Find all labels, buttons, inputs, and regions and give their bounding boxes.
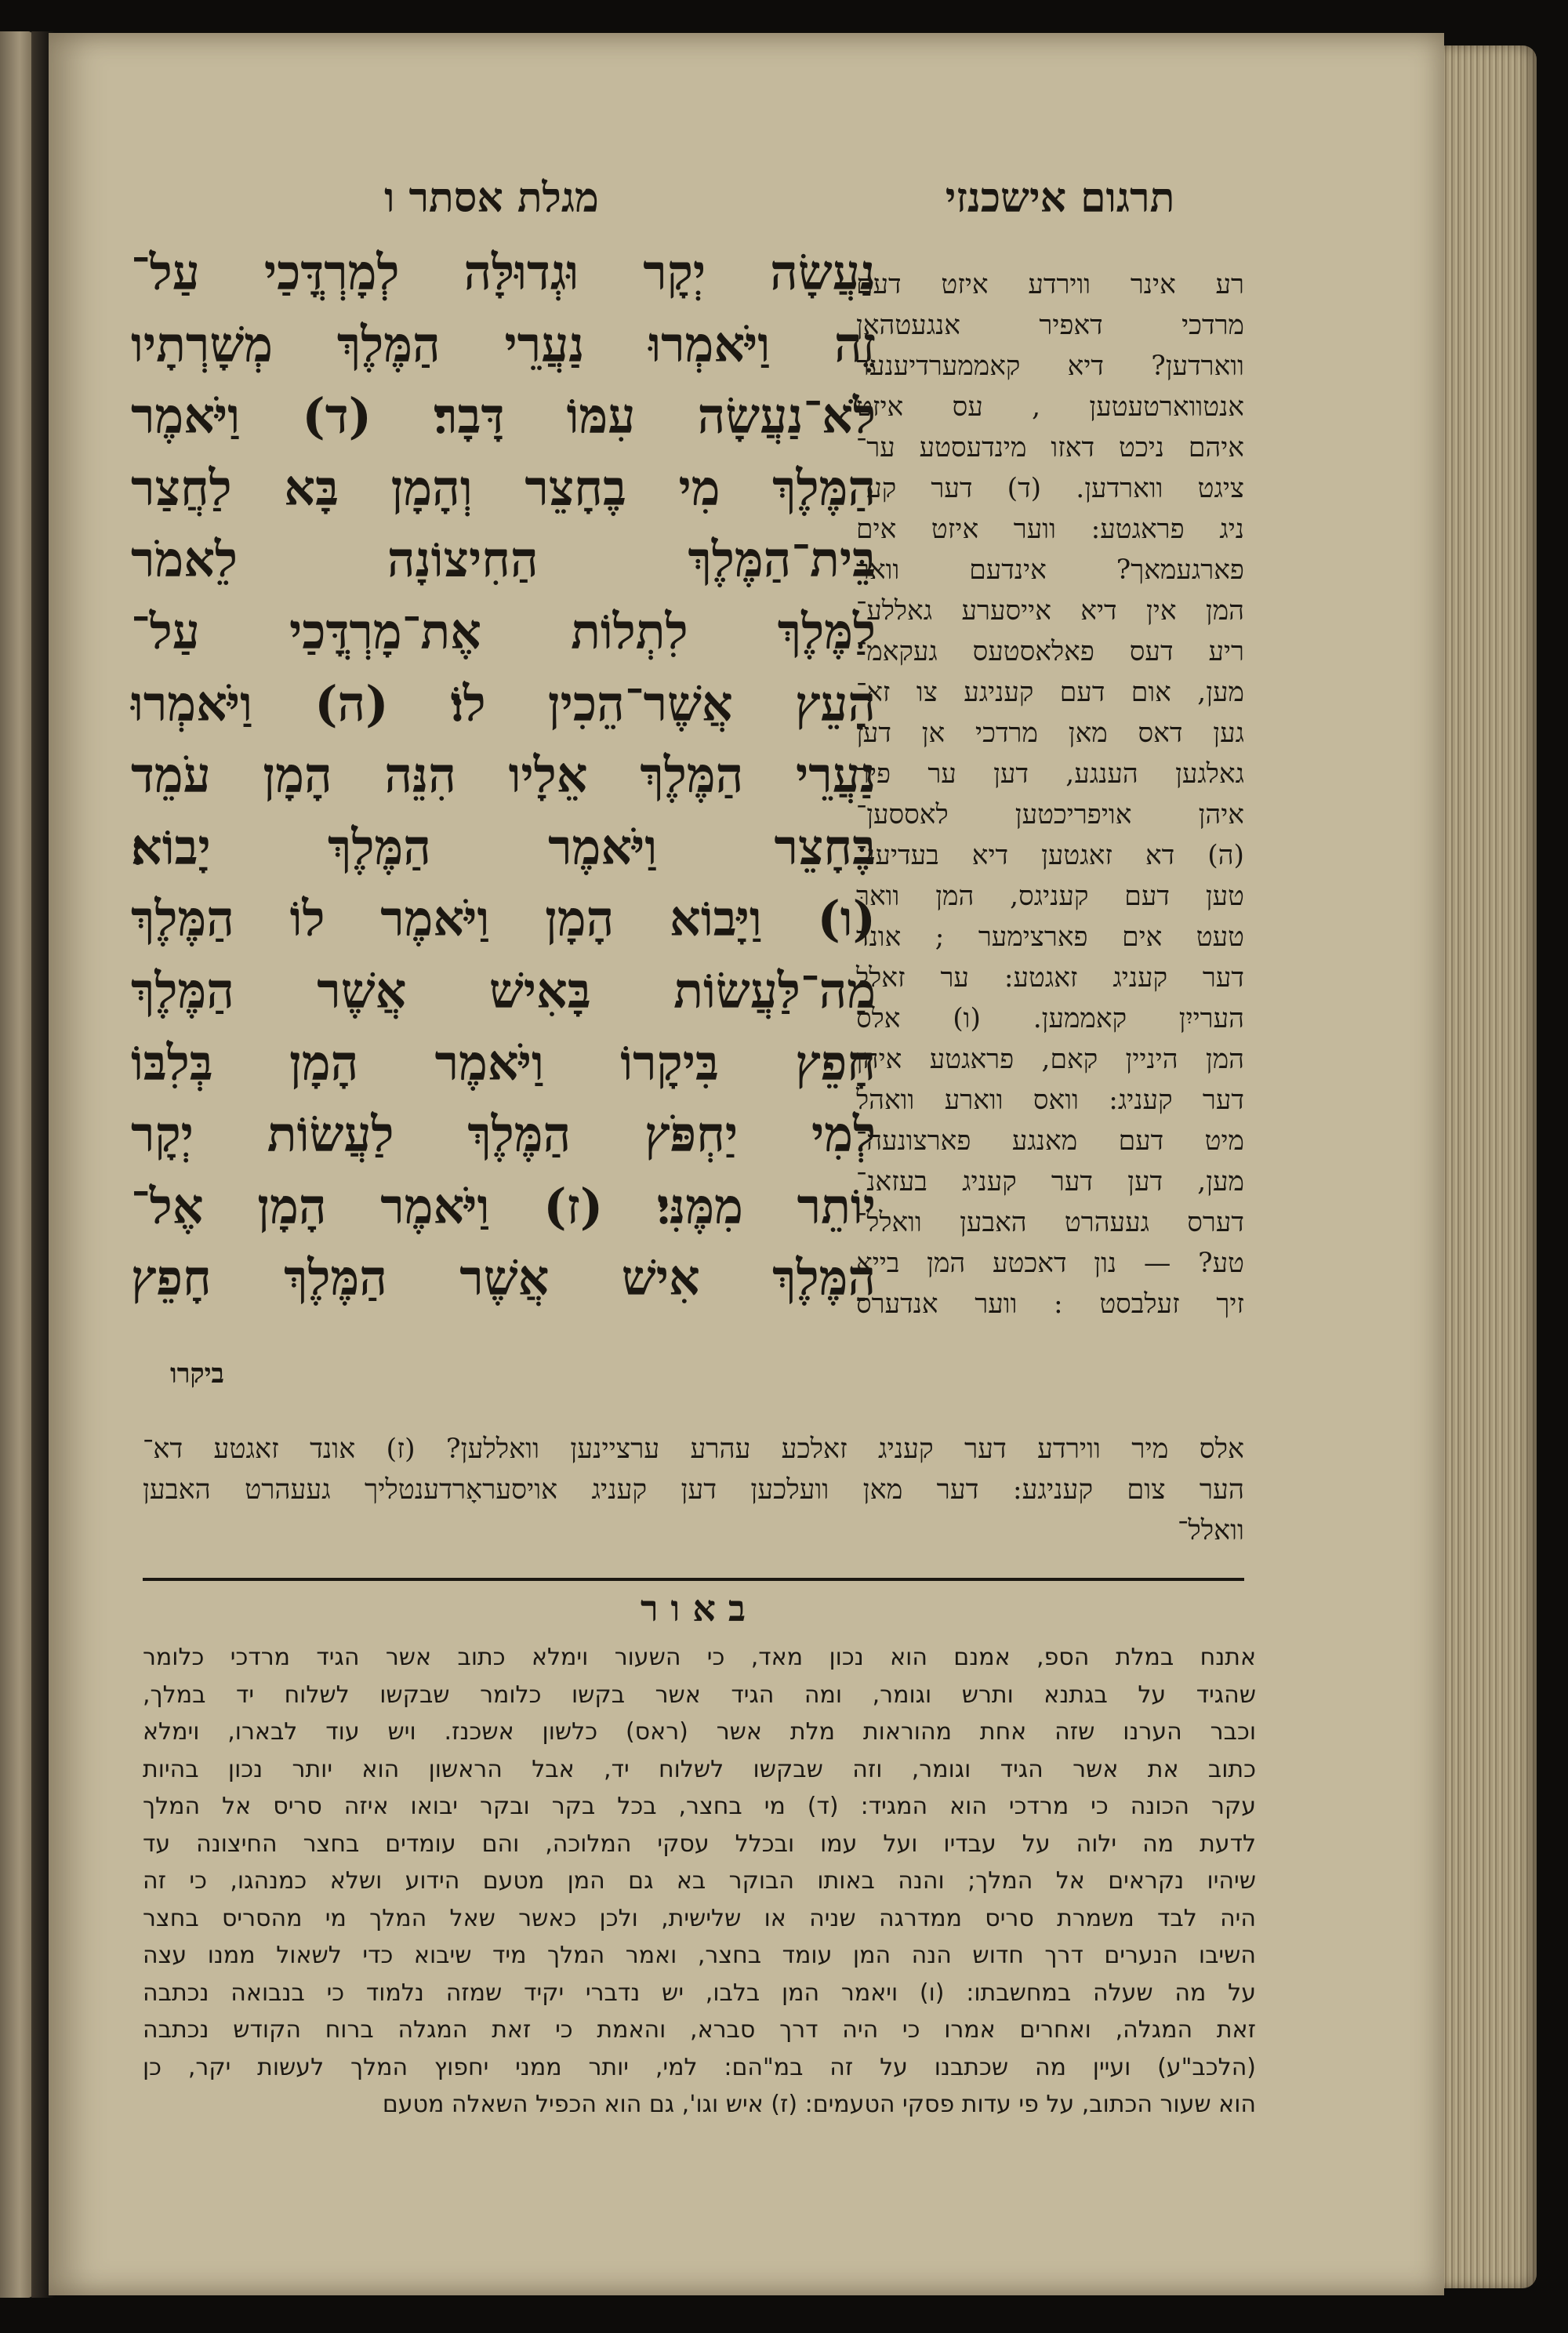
targum-line: מען, דען דער קעניג בעזאנ־ [856,1166,1244,1197]
commentary-line: אתנח במלת הספ, אמנם הוא נכון מאד, כי השעור וימלא כתוב אשר הגיד מרדכי כלומר [143,1644,1256,1671]
page-content [49,33,1444,2295]
targum-line: (ה) דא זאגטען דיא בעדיענ־ [856,840,1244,871]
targum-column [856,264,1244,1325]
main-text-line: לַמֶּלֶךְ לִתְלוֹת אֶת־מָרְדֳּכַי עַל־ [131,602,876,660]
main-text-line: יוֹתֵר מִמֶּנִּי׃ (ז) וַיֹּאמֶר הָמָן אֶל־ [131,1177,876,1235]
main-text-line: נַעֲשָׂה יְקָר וּגְדוּלָּה לְמָרְדֳּכַי עַל־ [131,244,876,301]
targum-line: דער קעניג זאגטע: ער זאלל [856,962,1244,994]
main-text-line: הַמֶּלֶךְ מִי בֶחָצֵר וְהָמָן בָּא לַחֲצַר [131,459,876,517]
main-text-line: הָעֵץ אֲשֶׁר־הֵכִין לוֹ׃ (ה) וַיֹּאמְרוּ [131,674,876,732]
targum-line: אלס מיר ווירדע דער קעניג זאלכע עהרע ערציינען וואללען? (ז) אונד זאגטע דא־ [143,1434,1244,1465]
targum-line: גען דאס מאן מרדכי אן דען [856,718,1244,749]
targum-line: טע? — נון דאכטע המן בייא [856,1248,1244,1279]
book-page [49,33,1444,2295]
commentary-line: השיבו הנערים דרך חדוש הנה המן עומד בחצר, ואמר המלך מיד שיבוא כדי לשאול ממנו עצה [143,1942,1256,1969]
targum-line: טען דעם קעניגס, המן ווארּ [856,881,1244,912]
targum-line: ווארדען? דיא קאממערדיענער [856,351,1244,382]
targum-line: מרדכי דאפיר אנגעטהאן [856,310,1244,341]
targum-line: אנטווארטעטען , עס איזט [856,391,1244,423]
main-text-line: נַעֲרֵי הַמֶּלֶךְ אֵלָיו הִנֵּה הָמָן עֹמֵד [131,747,876,805]
catchword: ביקרו [170,1358,224,1390]
main-text-line: לְמִי יַחְפֹּץ הַמֶּלֶךְ לַעֲשׂוֹת יְקָר [131,1106,876,1164]
targum-line: איהן אויפריכטען לאססען־ [856,799,1244,830]
commentary-title: באור [640,1587,759,1630]
section-divider [143,1578,1244,1581]
commentary-line: לדעת מה ילוה על עבדיו ועל עמו ובכלל עסקי המלוכה, והם עומדים בחצר החיצונה עד [143,1830,1256,1858]
targum-line: דערס געעהרט האבען וואלל־ [856,1207,1244,1238]
targum-line: טעט אים פארצימער ; אונד [856,921,1244,953]
commentary-line: היה לבד משמרת סריס ממדרגה שניה או שלישית, ולכן כאשר שאל המלך מי מהסריס בחצר [143,1904,1256,1932]
commentary-line: שיהיו נקראים אל המלך; והנה באותו הבוקר בא גם המן מטעם הידוע ושלא כמנהגו, כי זה [143,1867,1256,1895]
main-text-line: (ו) וַיָּבוֹא הָמָן וַיֹּאמֶר לוֹ הַמֶּלֶךְ [131,890,876,948]
targum-line: המן היניין קאם, פראגטע איהן [856,1044,1244,1075]
main-hebrew-text [131,237,876,1314]
targum-full-width [143,1429,1244,1551]
targum-line: פארגעמאך? אינדעם וואר [856,554,1244,586]
targum-line: איהם ניכט דאזו מינדעסטע ער־ [856,432,1244,463]
targum-line: ציגט ווארדען. (ד) דער קע־ [856,473,1244,504]
commentary-line: כתוב את אשר הגיד וגומר, וזה שבקשו לשלוח יד, אבל הראשון הוא יותר נכון בהיות [143,1755,1256,1783]
targum-line: ניג פראגטע: ווער איזט אים [856,514,1244,545]
targum-line: מען, אום דעם קעניגע צו זא־ [856,677,1244,708]
targum-line: וואלל־ [1177,1515,1244,1546]
targum-line: זיך זעלבסט : ווער אנדערס [856,1288,1244,1320]
targum-line: ריע דעס פאלאסטעס געקאמ־ [856,636,1244,667]
main-text-line: זֶה וַיֹּאמְרוּ נַעֲרֵי הַמֶּלֶךְ מְשָׁרְתָיו [131,315,876,373]
targum-line: המן אין דיא אייסערע גאללע־ [856,595,1244,627]
commentary-line: זאת המגלה, ואחרים אמרו כי היה דרך סברא, והאמת כי זאת המגלה ברוח הקודש נכתבה [143,2016,1256,2044]
main-text-line: הַמֶּלֶךְ אִישׁ אֲשֶׁר הַמֶּלֶךְ חָפֵץ [131,1249,876,1307]
commentary-line: וכבר הערנו שזה אחת מהוראות מלת אשר (ראס) כלשון אשכנז. ויש עוד לבארו, וימלא [143,1718,1256,1746]
header-megillah-title: מגלת אסתר ו [384,174,599,222]
targum-line: דער קעניג: וואס ווארע וואהל [856,1085,1244,1116]
targum-line: רע אינר ווירדע איזט דעם [856,269,1244,300]
left-page-edge [0,31,33,2298]
commentary-line: הוא שעור הכתוב, על פי עדות פסקי הטעמים: (ז) איש וגו', גם הוא הכפיל השאלה מטעם [382,2091,1256,2118]
main-text-line: בֶּחָצֵר וַיֹּאמֶר הַמֶּלֶךְ יָבוֹא׃ [131,818,876,876]
header-targum-title: תרגום אישכנזי [945,174,1175,222]
page-stack-edges [1443,45,1537,2288]
commentary-text [143,1639,1256,2124]
targum-line: גאלגען הענגע, דען ער פיר [856,758,1244,790]
commentary-line: שהגיד על בגתנא ותרש וגומר, ומה הגיד אשר בקשו כלומר שבקשו לשלוח יד במלך, [143,1681,1256,1709]
commentary-line: על מה שעלה במחשבתו: (ו) ויאמר המן בלבו, יש נדברי יקיד שמזה נלמוד כי בנבואה נכתבה [143,1979,1256,2007]
targum-line: הערייִן קאממען. (ו) אלס [856,1003,1244,1034]
main-text-line: מַה־לַּעֲשׂוֹת בָּאִישׁ אֲשֶׁר הַמֶּלֶךְ [131,961,876,1019]
main-text-line: בֵּית־הַמֶּלֶךְ הַחִיצוֹנָה לֵאמֹר [131,531,876,589]
main-text-line: לֹא־נַעֲשָׂה עִמּוֹ דָּבָר׃ (ד) וַיֹּאמֶר [131,387,876,445]
commentary-line: (הלכב"ע) ועיין מה שכתבנו על זה במ"הם: למי, יותר ממני יחפוץ המלך לעשות יקר, כן [143,2053,1256,2081]
targum-line: מיט דעם מאנגע פארצונעה־ [856,1125,1244,1157]
commentary-line: עקר הכונה כי מרדכי הוא המגיד: (ד) מי בחצר, בכל בקר ובקר יבואו איזה סריס אל המלך [143,1793,1256,1820]
targum-line: הער צום קעניגע: דער מאן וועלכען דען קעניג אויסעראָרדענטליך געעהרט האבען [143,1474,1244,1506]
main-text-line: חָפֵץ בִּיקָרוֹ וַיֹּאמֶר הָמָן בְּלִבּוֹ [131,1034,876,1092]
